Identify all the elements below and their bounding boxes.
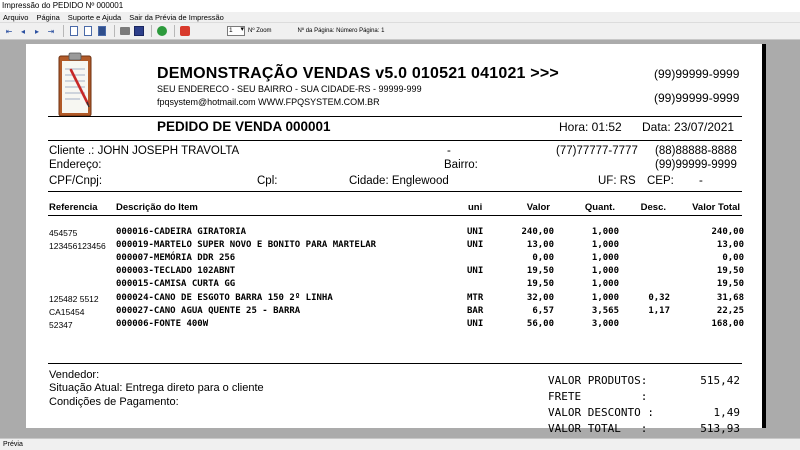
customer-cep-label: CEP:	[647, 175, 674, 187]
single-page-icon[interactable]	[68, 25, 80, 37]
toolbar-divider	[114, 25, 115, 37]
cell-total: 19,50	[716, 279, 744, 289]
company-contact: fpqsystem@hotmail.com WWW.FPQSYSTEM.COM.BR	[157, 97, 380, 107]
cell-desc: 000016-CADEIRA GIRATORIA	[116, 227, 247, 237]
cell-total: 13,00	[716, 240, 744, 250]
customer-phone-2: (88)88888-8888	[655, 145, 737, 157]
customer-city: Cidade: Englewood	[349, 175, 449, 187]
cell-uni: UNI	[467, 227, 484, 237]
next-page-icon[interactable]: ▸	[34, 26, 39, 36]
cell-desc: 000027-CANO AGUA QUENTE 25 - BARRA	[116, 306, 301, 316]
customer-phone-1: (77)77777-7777	[556, 145, 638, 157]
report-page	[26, 44, 766, 435]
company-name: DEMONSTRAÇÃO VENDAS v5.0 010521 041021 >>>	[157, 65, 559, 82]
cell-ref: 52347	[49, 320, 73, 330]
cell-quant: 1,000	[591, 279, 619, 289]
cell-uni: MTR	[467, 293, 484, 303]
page-number-label: Nº da Página: Número Página: 1	[297, 28, 385, 34]
table-row	[26, 292, 766, 305]
customer-address-label: Endereço:	[49, 159, 102, 171]
first-page-icon[interactable]: ⇤	[5, 26, 13, 36]
payment-conditions-label: Condições de Pagamento:	[49, 396, 179, 408]
customer-cep-value: -	[699, 175, 703, 187]
order-date: Data: 23/07/2021	[642, 120, 735, 134]
cell-desc: 000019-MARTELO SUPER NOVO E BONITO PARA MARTELAR	[116, 240, 377, 250]
grand-total-value: 513,93	[700, 422, 740, 435]
cell-quant: 1,000	[591, 293, 619, 303]
order-time: Hora: 01:52	[559, 120, 622, 134]
col-header-quant: Quant.	[584, 202, 615, 213]
grand-total-label: VALOR TOTAL :	[548, 422, 648, 435]
discount-value: 1,49	[713, 406, 740, 419]
customer-state: UF: RS	[598, 175, 636, 187]
toolbar-divider	[63, 25, 64, 37]
divider	[48, 215, 742, 216]
cell-quant: 3,000	[591, 319, 619, 329]
customer-name: Cliente .: JOHN JOSEPH TRAVOLTA	[49, 145, 240, 157]
menu-suporte[interactable]: Suporte e Ajuda	[67, 13, 122, 22]
cell-ref: 454575	[49, 228, 78, 238]
cell-desc: 000007-MEMÓRIA DDR 256	[116, 253, 236, 263]
cell-desc: 000006-FONTE 400W	[116, 319, 209, 329]
cell-total: 19,50	[716, 266, 744, 276]
cell-quant: 3,565	[591, 306, 619, 316]
toolbar-divider	[174, 25, 175, 37]
customer-cpf-label: CPF/Cnpj:	[49, 175, 103, 187]
cell-valor: 32,00	[526, 293, 554, 303]
close-icon[interactable]	[179, 25, 191, 37]
cell-desc: 000003-TECLADO 102ABNT	[116, 266, 236, 276]
cell-valor: 56,00	[526, 319, 554, 329]
order-title: PEDIDO DE VENDA 000001	[157, 119, 331, 134]
cell-desc: 000024-CANO DE ESGOTO BARRA 150 2º LINHA	[116, 293, 333, 303]
table-row	[26, 265, 766, 278]
cell-valor: 19,50	[526, 279, 554, 289]
col-header-desc: Descrição do Item	[116, 202, 198, 213]
cell-quant: 1,000	[591, 240, 619, 250]
last-page-icon[interactable]: ⇥	[47, 26, 55, 36]
col-header-valor: Valor	[526, 202, 550, 213]
cell-total: 31,68	[716, 293, 744, 303]
table-row	[26, 252, 766, 265]
customer-bairro-label: Bairro:	[444, 159, 478, 171]
company-phone-2: (99)99999-9999	[654, 91, 740, 105]
cell-valor: 19,50	[526, 266, 554, 276]
menu-pagina[interactable]: Página	[36, 13, 60, 22]
customer-separator: -	[447, 145, 451, 157]
products-total-label: VALOR PRODUTOS:	[548, 374, 648, 387]
freight-label: FRETE :	[548, 390, 648, 403]
status-bar: Prévia	[0, 438, 800, 450]
cell-valor: 0,00	[532, 253, 554, 263]
customer-cpl-label: Cpl:	[257, 175, 278, 187]
cell-total: 0,00	[722, 253, 744, 263]
cell-ref: 123456123456	[49, 241, 106, 251]
divider	[48, 363, 742, 364]
company-address: SEU ENDERECO - SEU BAIRRO - SUA CIDADE-RS - 99999-999	[157, 84, 422, 94]
table-row	[26, 305, 766, 318]
table-row	[26, 278, 766, 291]
cell-uni: UNI	[467, 266, 484, 276]
discount-label: VALOR DESCONTO :	[548, 406, 654, 419]
col-header-total: Valor Total	[692, 202, 740, 213]
cell-total: 240,00	[711, 227, 744, 237]
company-phone-1: (99)99999-9999	[654, 67, 740, 81]
col-header-desconto: Desc.	[640, 202, 666, 213]
cell-desconto: 1,17	[648, 306, 670, 316]
cell-desconto: 0,32	[648, 293, 670, 303]
cell-ref: 125482 5512	[49, 294, 99, 304]
col-header-uni: uni	[468, 202, 483, 213]
products-total-value: 515,42	[700, 374, 740, 387]
printer-icon[interactable]	[119, 25, 131, 37]
window-title: Impressão do PEDIDO Nº 000001	[0, 0, 800, 12]
table-row	[26, 226, 766, 239]
table-row	[26, 239, 766, 252]
cell-valor: 6,57	[532, 306, 554, 316]
cell-valor: 240,00	[521, 227, 554, 237]
cell-quant: 1,000	[591, 227, 619, 237]
order-status: Situação Atual: Entrega direto para o cliente	[49, 382, 264, 394]
menu-sair[interactable]: Sair da Prévia de Impressão	[129, 13, 224, 22]
two-pages-icon[interactable]	[82, 25, 94, 37]
page-width-icon[interactable]	[96, 25, 108, 37]
cell-total: 22,25	[716, 306, 744, 316]
cell-ref: CA15454	[49, 307, 85, 317]
export-icon[interactable]	[156, 25, 168, 37]
divider	[48, 140, 742, 141]
prev-page-icon[interactable]: ◂	[20, 26, 25, 36]
divider	[48, 191, 742, 192]
toolbar	[0, 23, 800, 40]
cell-total: 168,00	[711, 319, 744, 329]
cell-uni: UNI	[467, 240, 484, 250]
menu-arquivo[interactable]: Arquivo	[3, 13, 29, 22]
save-icon[interactable]	[133, 25, 145, 37]
clipboard-logo-icon	[58, 52, 92, 118]
cell-uni: UNI	[467, 319, 484, 329]
cell-desc: 000015-CAMISA CURTA GG	[116, 279, 236, 289]
cell-uni: BAR	[467, 306, 484, 316]
menu-bar	[0, 12, 800, 23]
table-row	[26, 318, 766, 331]
zoom-select[interactable]: 1 ▾	[227, 26, 245, 36]
cell-valor: 13,00	[526, 240, 554, 250]
customer-phone-3: (99)99999-9999	[655, 159, 737, 171]
cell-quant: 1,000	[591, 253, 619, 263]
zoom-label: Nº Zoom	[248, 28, 272, 34]
cell-quant: 1,000	[591, 266, 619, 276]
toolbar-divider	[151, 25, 152, 37]
col-header-ref: Referencia	[49, 202, 98, 213]
divider	[48, 116, 742, 117]
seller-label: Vendedor:	[49, 369, 100, 381]
